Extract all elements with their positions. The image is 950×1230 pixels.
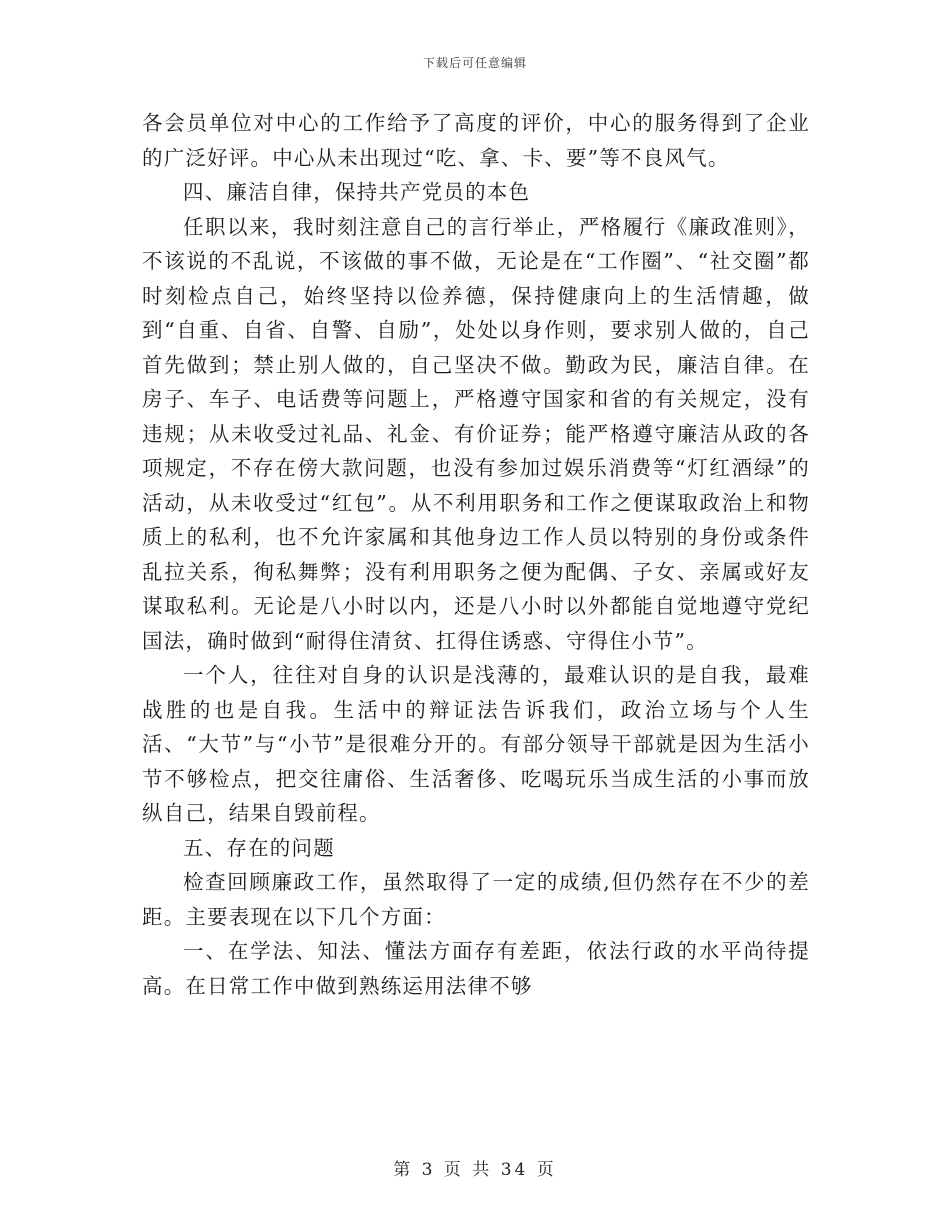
paragraph-1: 各会员单位对中心的工作给予了高度的评价，中心的服务得到了企业的广泛好评。中心从未出现过“吃、拿、卡、要”等不良风气。 [142, 111, 810, 170]
page-header: 下载后可任意编辑 [422, 56, 527, 70]
paragraph-2: 任职以来，我时刻注意自己的言行举止，严格履行《廉政准则》，不该说的不乱说，不该做的事不做，无论是在“工作圈”、“社交圈”都时刻检点自己，始终坚持以俭养德，保持健康向上的生活情趣，做到“自重、自省、自警、自励”，处处以身作则，要求别人做的，自己首先做到；禁止别人做的，自己坚决不做。勤政为民，廉洁自律。在房子、车子、电话费等问题上，严格遵守国家和省的有关规定，没有违规；从未收受过礼品、礼金、有价证券；能严格遵守廉洁从政的各项规定，不存在傍大款问题，也没有参加过娱乐消费等“灯红酒绿”的活动，从未收受过“红包”。从不利用职务和工作之便谋取政治上和物质上的私利，也不允许家属和其他身边工作人员以特别的身份或条件乱拉关系，徇私舞弊；没有利用职务之便为配偶、子女、亲属或好友谋取私利。无论是八小时以内，还是八小时以外都能自觉地遵守党纪国法，确时做到“耐得住清贫、扛得住诱惑、守得住小节”。 [142, 214, 810, 653]
section-heading-5: 五、存在的问题 [183, 835, 335, 860]
paragraph-4: 检查回顾廉政工作，虽然取得了一定的成绩,但仍然存在不少的差距。主要表现在以下几个方面： [142, 870, 810, 929]
body-text [142, 106, 810, 1003]
page-number-footer: 第 3 页 共 34 页 [393, 1160, 557, 1180]
paragraph-3: 一个人，往往对自身的认识是浅薄的，最难认识的是自我，最难战胜的也是自我。生活中的辩证法告诉我们，政治立场与个人生活、“大节”与“小节”是很难分开的。有部分领导干部就是因为生活小节不够检点，把交往庸俗、生活奢侈、吃喝玩乐当成生活的小事而放纵自己，结果自毁前程。 [142, 663, 810, 825]
paragraph-5: 一、在学法、知法、懂法方面存有差距，依法行政的水平尚待提高。在日常工作中做到熟练运用法律不够 [142, 939, 810, 998]
section-heading-4: 四、廉洁自律，保持共产党员的本色 [183, 180, 531, 204]
